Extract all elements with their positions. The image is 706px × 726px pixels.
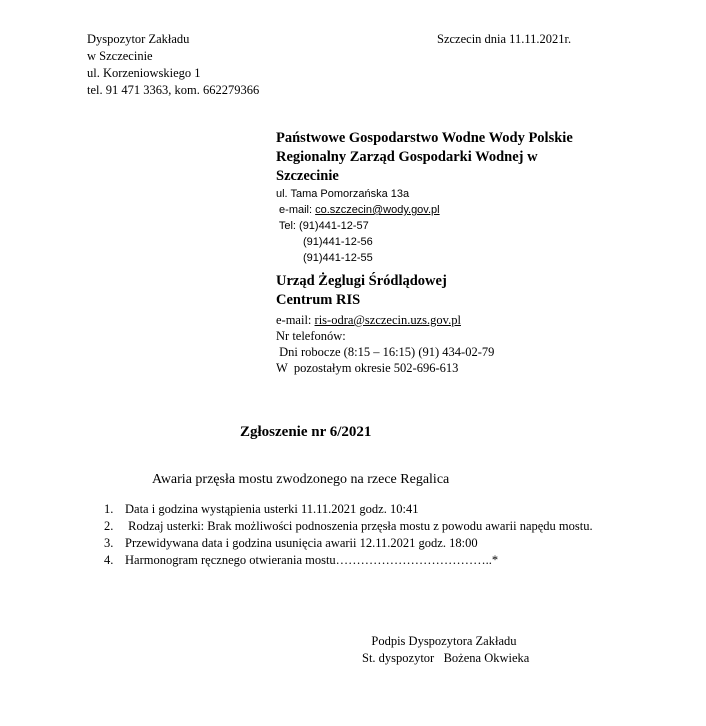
recipient-1-name-line1: Państwowe Gospodarstwo Wodne Wody Polskie <box>276 130 573 146</box>
report-heading: Zgłoszenie nr 6/2021 <box>240 424 372 440</box>
recipient-2-workdays: Dni robocze (8:15 – 16:15) (91) 434-02-79 <box>276 345 495 359</box>
recipient-1 <box>276 129 573 266</box>
recipient-1-email-link[interactable]: co.szczecin@wody.gov.pl <box>315 204 440 216</box>
list-item-number: 3. <box>104 536 114 550</box>
recipient-1-tel1: (91)441-12-57 <box>299 220 369 232</box>
list-item-text: Przewidywana data i godzina usunięcia awarii 12.11.2021 godz. 18:00 <box>125 536 478 550</box>
recipient-1-tel3: (91)441-12-55 <box>303 252 373 264</box>
sender-name: Dyspozytor Zakładu <box>87 32 190 46</box>
signature-title: Podpis Dyspozytora Zakładu <box>362 634 517 648</box>
recipient-1-tel2: (91)441-12-56 <box>303 236 373 248</box>
signature-name: St. dyspozytor Bożena Okwieka <box>362 651 530 665</box>
recipient-2-name-line1: Urząd Żeglugi Śródlądowej <box>276 273 447 289</box>
recipient-1-email-row <box>276 202 573 218</box>
list-item-number: 1. <box>104 502 114 516</box>
recipient-2-email-row <box>276 312 494 328</box>
sender-street: ul. Korzeniowskiego 1 <box>87 66 201 80</box>
recipient-1-street: ul. Tama Pomorzańska 13a <box>276 188 410 200</box>
sender-block <box>87 31 259 99</box>
recipient-2-email-link[interactable]: ris-odra@szczecin.uzs.gov.pl <box>314 313 461 327</box>
recipient-1-tel-label: Tel: <box>276 220 300 232</box>
list-item-text: Data i godzina wystąpienia usterki 11.11.2021 godz. 10:41 <box>125 502 419 516</box>
list-item-text: Rodzaj usterki: Brak możliwości podnoszenia przęsła mostu z powodu awarii napędu mostu. <box>125 519 593 533</box>
sender-city: w Szczecinie <box>87 49 153 63</box>
document-date: Szczecin dnia 11.11.2021r. <box>437 32 572 46</box>
recipient-2-phones-label: Nr telefonów: <box>276 329 346 343</box>
recipient-1-email-label: e-mail: <box>276 204 316 216</box>
recipient-1-name-line2: Regionalny Zarząd Gospodarki Wodnej w <box>276 149 538 165</box>
sender-phone: tel. 91 471 3363, kom. 662279366 <box>87 83 260 97</box>
report-subject: Awaria przęsła mostu zwodzonego na rzece Regalica <box>152 472 450 487</box>
recipient-2-email-label: e-mail: <box>276 313 315 327</box>
list-item-number: 2. <box>104 519 114 533</box>
signature-block <box>362 633 529 667</box>
recipient-2-name-line2: Centrum RIS <box>276 292 361 308</box>
recipient-2 <box>276 272 494 376</box>
list-item-number: 4. <box>104 553 114 567</box>
recipient-2-other: W pozostałym okresie 502-696-613 <box>276 361 459 375</box>
recipient-1-name-line3: Szczecinie <box>276 168 339 184</box>
recipient-1-tel-row <box>276 218 573 234</box>
list-item-text: Harmonogram ręcznego otwierania mostu………………………………..* <box>125 553 499 567</box>
